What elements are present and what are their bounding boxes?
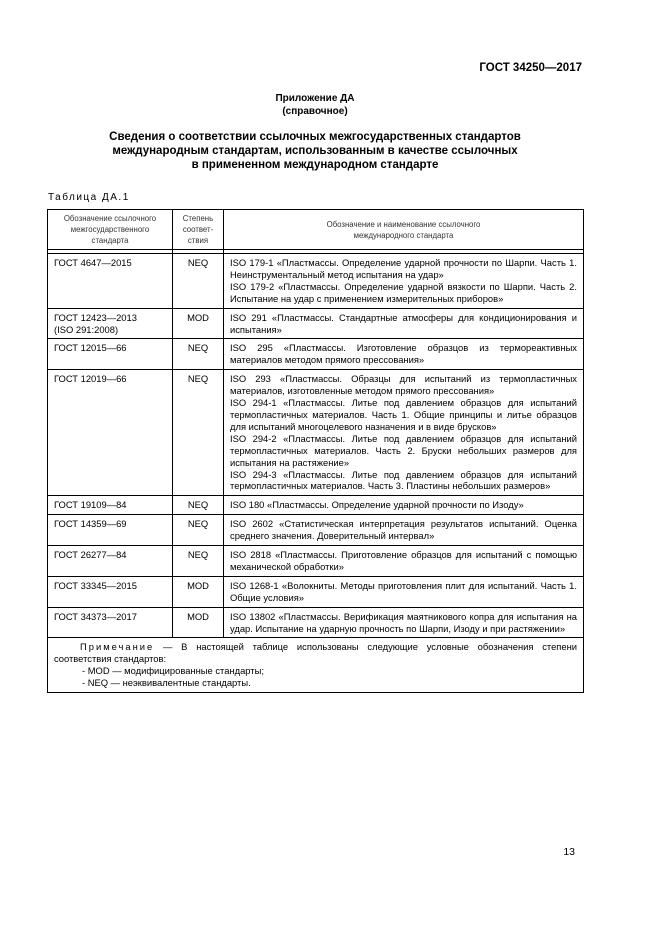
table-row — [48, 254, 584, 309]
section-title: Сведения о соответствии ссылочных межгосударственных стандартов международным стандартам, использованным в качестве ссылочных в примененном международном стандарте — [109, 131, 521, 171]
international-standard-cell: ISO 180 «Пластмассы. Определение ударной прочности по Изоду» — [224, 496, 584, 515]
standard-code: ГОСТ 34250—2017 — [479, 62, 582, 74]
column-header-international: Обозначение и наименование ссылочного международного стандарта — [224, 210, 584, 250]
international-standard-cell: ISO 179-1 «Пластмассы. Определение ударной прочности по Шарпи. Часть 1. Неинструментальный метод испытания на удар» ISO 179-2 «Пластмассы. Определение ударной вязкости по Шарпи. Часть 2. Испытание на удар с применением измерительных приборов» — [224, 254, 584, 309]
table-row — [48, 546, 584, 577]
interstate-standard-cell: ГОСТ 4647—2015 — [48, 254, 173, 309]
interstate-standard-cell: ГОСТ 12015—66 — [48, 339, 173, 370]
table-row — [48, 496, 584, 515]
table-row — [48, 515, 584, 546]
international-standard-cell: ISO 1268-1 «Волокниты. Методы приготовления плит для испытаний. Часть 1. Общие условия» — [224, 576, 584, 607]
degree-cell: MOD — [173, 607, 224, 638]
table-row — [48, 339, 584, 370]
international-standard-cell: ISO 293 «Пластмассы. Образцы для испытаний из термопластичных материалов, изготовленные методом прямого прессования» ISO 294-1 «Пластмассы. Литье под давлением образцов для испытаний термопластичных материалов. Часть 1. Общие принципы и литье образцов для испытаний многоцелевого назначения и в виде брусков» ISO 294-2 «Пластмассы. Литье под давлением образцов для испытаний термопластичных материалов. Часть 2. Бруски небольших размеров для испытания на растяжение» ISO 294-3 «Пластмассы. Литье под давлением образцов для испытаний термопластичных материалов. Часть 3. Пластины небольших размеров» — [224, 370, 584, 496]
degree-cell: NEQ — [173, 370, 224, 496]
note-intro — [54, 641, 577, 665]
table-note — [48, 638, 584, 693]
correspondence-table — [47, 209, 584, 693]
degree-cell: MOD — [173, 576, 224, 607]
interstate-standard-cell: ГОСТ 12423—2013 (ISO 291:2008) — [48, 308, 173, 339]
interstate-standard-cell: ГОСТ 34373—2017 — [48, 607, 173, 638]
interstate-standard-cell: ГОСТ 12019—66 — [48, 370, 173, 496]
degree-cell: MOD — [173, 308, 224, 339]
table-label: Таблица ДА.1 — [48, 192, 130, 203]
table-row — [48, 607, 584, 638]
international-standard-cell: ISO 2818 «Пластмассы. Приготовление образцов для испытаний с помощью механической обработки» — [224, 546, 584, 577]
note-item-mod: - MOD — модифицированные стандарты; — [82, 665, 264, 677]
table-row — [48, 370, 584, 496]
interstate-standard-cell: ГОСТ 33345—2015 — [48, 576, 173, 607]
international-standard-cell: ISO 291 «Пластмассы. Стандартные атмосферы для кондиционирования и испытания» — [224, 308, 584, 339]
degree-cell: NEQ — [173, 546, 224, 577]
appendix-title: Приложение ДА — [275, 93, 355, 104]
note-text: — В настоящей таблице использованы следующие условные обозначения степени соответствия стандартов: — [54, 641, 577, 665]
table-header-row — [48, 210, 584, 250]
degree-cell: NEQ — [173, 496, 224, 515]
page-number: 13 — [563, 846, 575, 858]
international-standard-cell: ISO 2602 «Статистическая интерпретация результатов испытаний. Оценка среднего значения. Доверительный интервал» — [224, 515, 584, 546]
degree-cell: NEQ — [173, 254, 224, 309]
note-item-neq: - NEQ — неэквивалентные стандарты. — [82, 677, 251, 689]
appendix-heading — [0, 92, 630, 118]
interstate-standard-cell: ГОСТ 26277—84 — [48, 546, 173, 577]
column-header-interstate: Обозначение ссылочного межгосударственного стандарта — [48, 210, 173, 250]
international-standard-cell: ISO 13802 «Пластмассы. Верификация маятникового копра для испытания на удар. Испытание на ударную прочность по Шарпи, Изоду и при растяжении» — [224, 607, 584, 638]
degree-cell: NEQ — [173, 339, 224, 370]
degree-cell: NEQ — [173, 515, 224, 546]
column-header-degree: Степень соответ- ствия — [173, 210, 224, 250]
international-standard-cell: ISO 295 «Пластмассы. Изготовление образцов из термореактивных материалов методом прямого прессования» — [224, 339, 584, 370]
interstate-standard-cell: ГОСТ 14359—69 — [48, 515, 173, 546]
table-row — [48, 576, 584, 607]
table-row — [48, 308, 584, 339]
note-label: Примечание — [80, 641, 155, 653]
table-note-row — [48, 638, 584, 693]
appendix-subtitle: (справочное) — [282, 106, 348, 117]
interstate-standard-cell: ГОСТ 19109—84 — [48, 496, 173, 515]
